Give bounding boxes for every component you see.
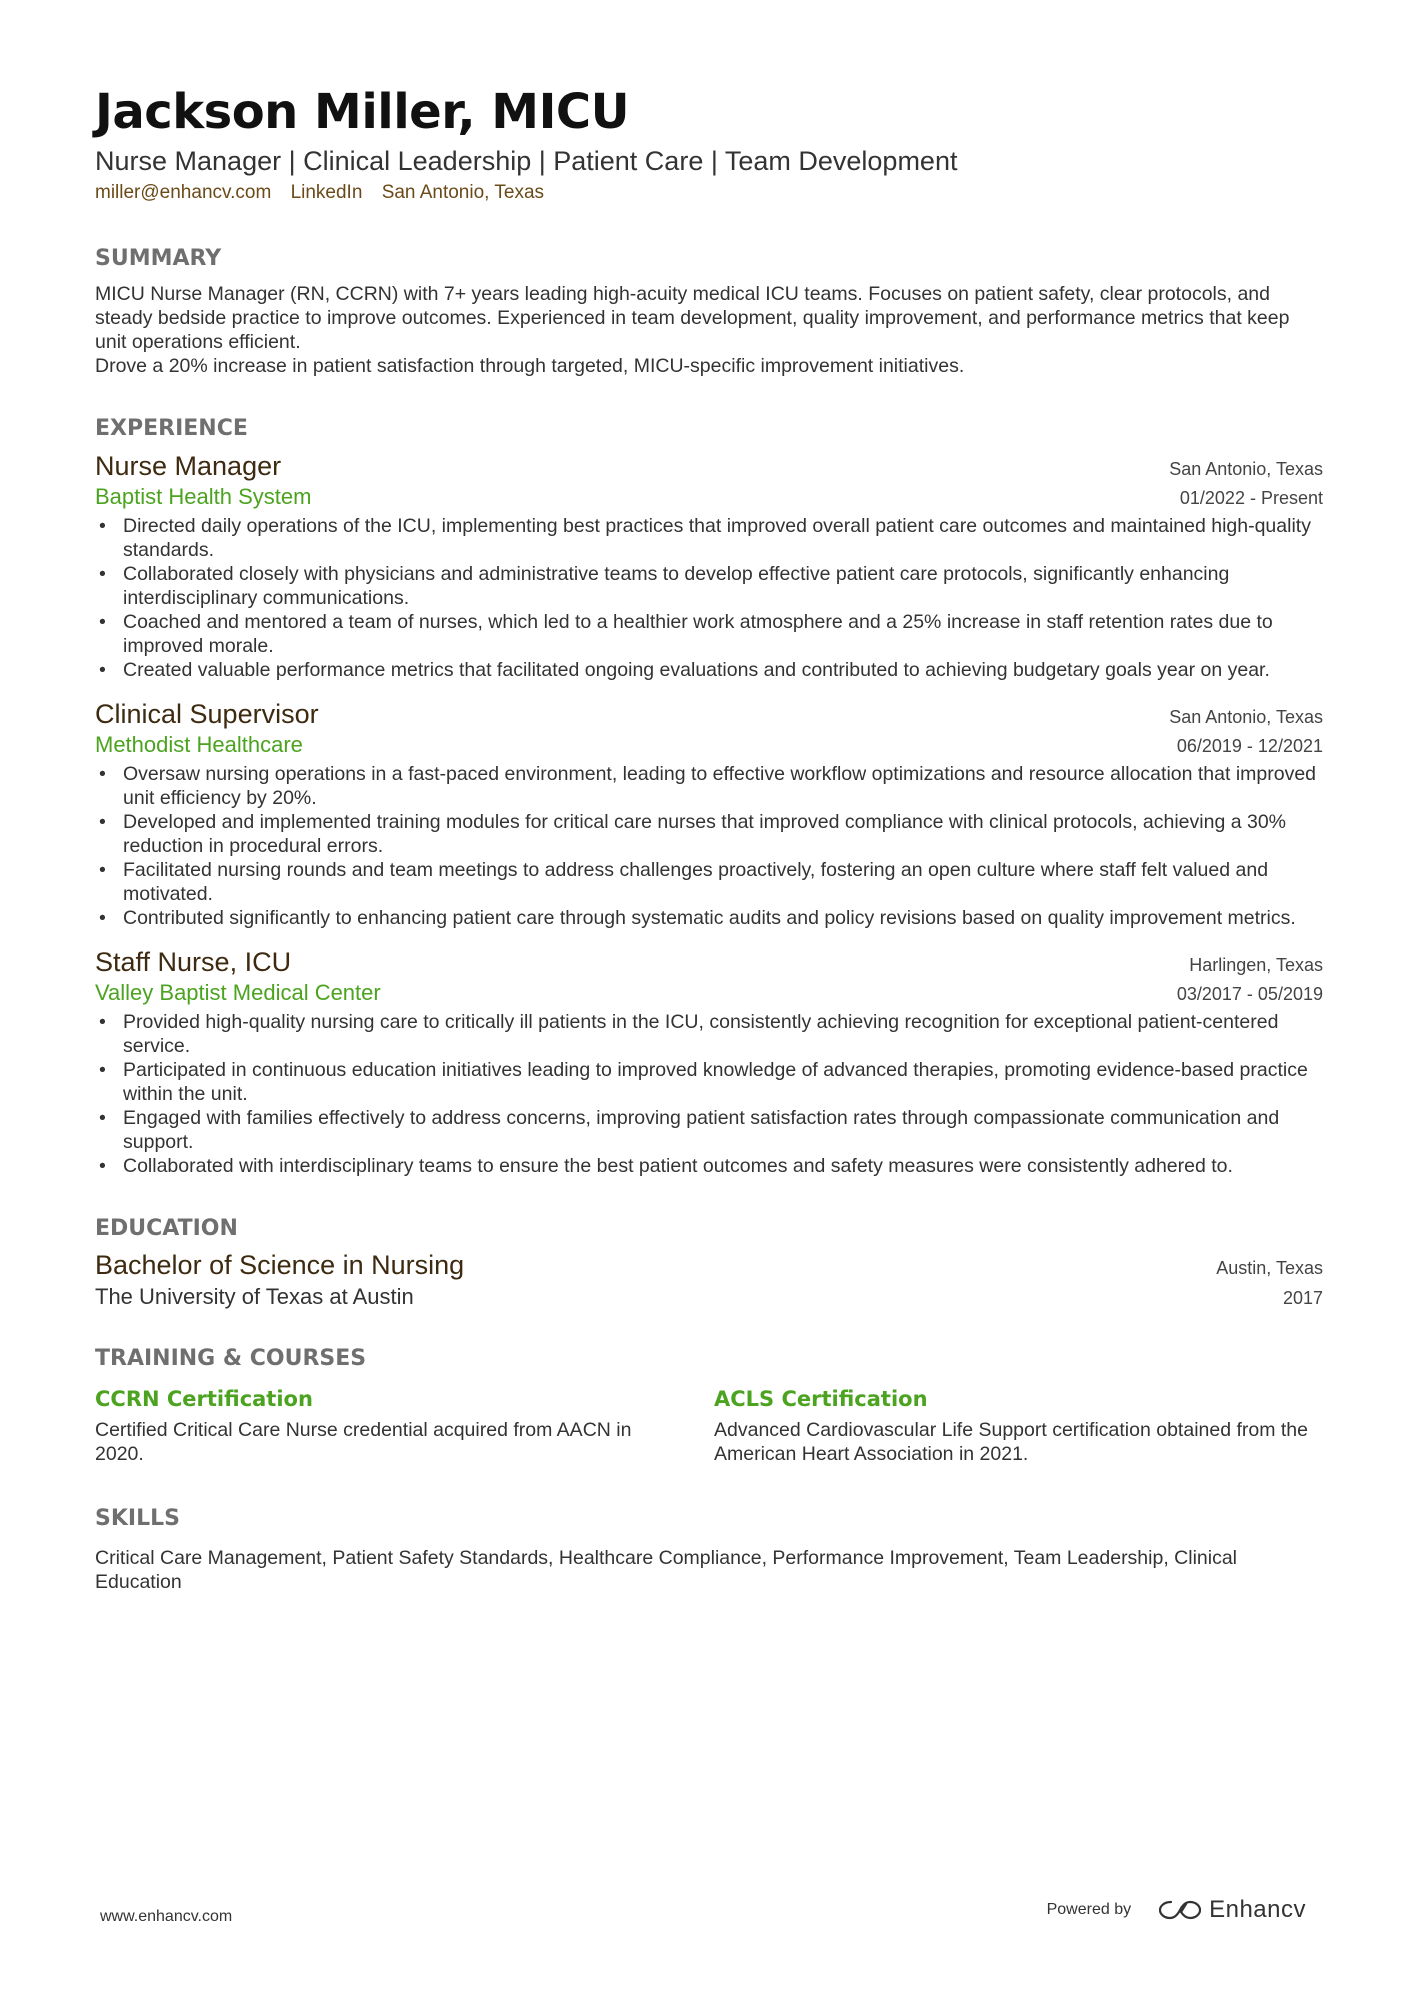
powered-by-text: Powered by [1046, 1901, 1132, 1918]
linkedin-link[interactable]: LinkedIn [290, 182, 363, 203]
contact-info [95, 180, 1323, 206]
training-grid [95, 1384, 1323, 1466]
job-bullet: • Collaborated with interdisciplinary teams to ensure the best patient outcomes and safety measures were consistently adhered to. [123, 1154, 1323, 1178]
candidate-headline: Nurse Manager | Clinical Leadership | Patient Care | Team Development [95, 146, 958, 176]
experience-section [95, 414, 1323, 1178]
skills-text: Critical Care Management, Patient Safety Standards, Healthcare Compliance, Performance Improvement, Team Leadership, Clinical Education [95, 1547, 1238, 1593]
candidate-name: Jackson Miller, MICU [95, 84, 630, 140]
summary-text [95, 282, 1323, 378]
job-bullet: • Facilitated nursing rounds and team meetings to address challenges proactively, fostering an open culture where staff felt valued and motivated. [123, 858, 1323, 906]
job-bullet: • Participated in continuous education initiatives leading to improved knowledge of advanced therapies, promoting evidence-based practice within the unit. [123, 1058, 1323, 1106]
company-name: Valley Baptist Medical Center [95, 980, 381, 1005]
job-bullet: • Coached and mentored a team of nurses, which led to a healthier work atmosphere and a 25% increase in staff retention rates due to improved morale. [123, 610, 1323, 658]
school-name: The University of Texas at Austin [95, 1284, 414, 1309]
education-title: EDUCATION [95, 1216, 238, 1241]
job-bullet: • Directed daily operations of the ICU, implementing best practices that improved overall patient care outcomes and maintained high-quality standards. [123, 514, 1323, 562]
job-bullet: • Contributed significantly to enhancing patient care through systematic audits and policy revisions based on quality improvement metrics. [123, 906, 1323, 930]
skills-section [95, 1504, 1323, 1594]
education-year: 2017 [1282, 1288, 1323, 1308]
job-bullets [95, 1010, 1323, 1178]
job-bullet: • Developed and implemented training modules for critical care nurses that improved compliance with clinical protocols, achieving a 30% reduction in procedural errors. [123, 810, 1323, 858]
location-text: San Antonio, Texas [381, 182, 545, 203]
job-bullets [95, 514, 1323, 682]
job-title: Clinical Supervisor [95, 699, 319, 729]
training-item-description: Certified Critical Care Nurse credential acquired from AACN in 2020. [95, 1419, 632, 1465]
enhancv-logo-icon [1157, 1898, 1203, 1922]
job-title: Nurse Manager [95, 451, 282, 481]
job-dates: 01/2022 - Present [1179, 488, 1323, 508]
education-section [95, 1214, 1323, 1312]
job-location: Harlingen, Texas [1189, 955, 1323, 975]
footer-website[interactable]: www.enhancv.com [100, 1908, 233, 1925]
degree-title: Bachelor of Science in Nursing [95, 1250, 465, 1280]
job-location: San Antonio, Texas [1169, 459, 1323, 479]
training-item-title: CCRN Certification [95, 1387, 313, 1411]
summary-title: SUMMARY [95, 246, 222, 271]
training-item [95, 1384, 709, 1466]
training-item [709, 1384, 1323, 1466]
skills-title: SKILLS [95, 1506, 180, 1531]
job-entry [95, 946, 1323, 1178]
footer-branding [1047, 1896, 1306, 1924]
job-bullet: • Created valuable performance metrics that facilitated ongoing evaluations and contributed to achieving budgetary goals year on year. [123, 658, 1323, 682]
job-entry [95, 450, 1323, 682]
job-entry [95, 698, 1323, 930]
enhancv-logo[interactable] [1157, 1896, 1306, 1924]
resume-header [95, 82, 1323, 206]
job-location: San Antonio, Texas [1169, 707, 1323, 727]
email-link[interactable]: miller@enhancv.com [95, 182, 272, 203]
job-bullet: • Engaged with families effectively to address concerns, improving patient satisfaction rates through compassionate communication and support. [123, 1106, 1323, 1154]
job-title: Staff Nurse, ICU [95, 947, 292, 977]
training-section [95, 1344, 1323, 1466]
summary-paragraph: Drove a 20% increase in patient satisfaction through targeted, MICU-specific improvement initiatives. [95, 355, 965, 377]
training-title: TRAINING & COURSES [95, 1346, 367, 1371]
resume-content [95, 82, 1323, 1594]
experience-title: EXPERIENCE [95, 416, 248, 441]
company-name: Methodist Healthcare [95, 732, 303, 757]
job-bullet: • Oversaw nursing operations in a fast-paced environment, leading to effective workflow optimizations and resource allocation that improved unit efficiency by 20%. [123, 762, 1323, 810]
summary-paragraph: MICU Nurse Manager (RN, CCRN) with 7+ years leading high-acuity medical ICU teams. Focuses on patient safety, clear protocols, and steady bedside practice to improve outcomes. Experienced in team development, quality improvement, and performance metrics that keep unit operations efficient. [95, 283, 1290, 353]
training-item-title: ACLS Certification [714, 1387, 928, 1411]
job-bullet: • Provided high-quality nursing care to critically ill patients in the ICU, consistently achieving recognition for exceptional patient-centered service. [123, 1010, 1323, 1058]
enhancv-wordmark: Enhancv [1209, 1896, 1306, 1923]
job-dates: 06/2019 - 12/2021 [1176, 736, 1323, 756]
job-bullet: • Collaborated closely with physicians and administrative teams to develop effective patient care protocols, significantly enhancing interdisciplinary communications. [123, 562, 1323, 610]
education-location: Austin, Texas [1216, 1258, 1323, 1278]
summary-section [95, 244, 1323, 378]
job-dates: 03/2017 - 05/2019 [1176, 984, 1323, 1004]
job-bullets [95, 762, 1323, 930]
company-name: Baptist Health System [95, 484, 312, 509]
training-item-description: Advanced Cardiovascular Life Support certification obtained from the American Heart Association in 2021. [714, 1419, 1308, 1465]
